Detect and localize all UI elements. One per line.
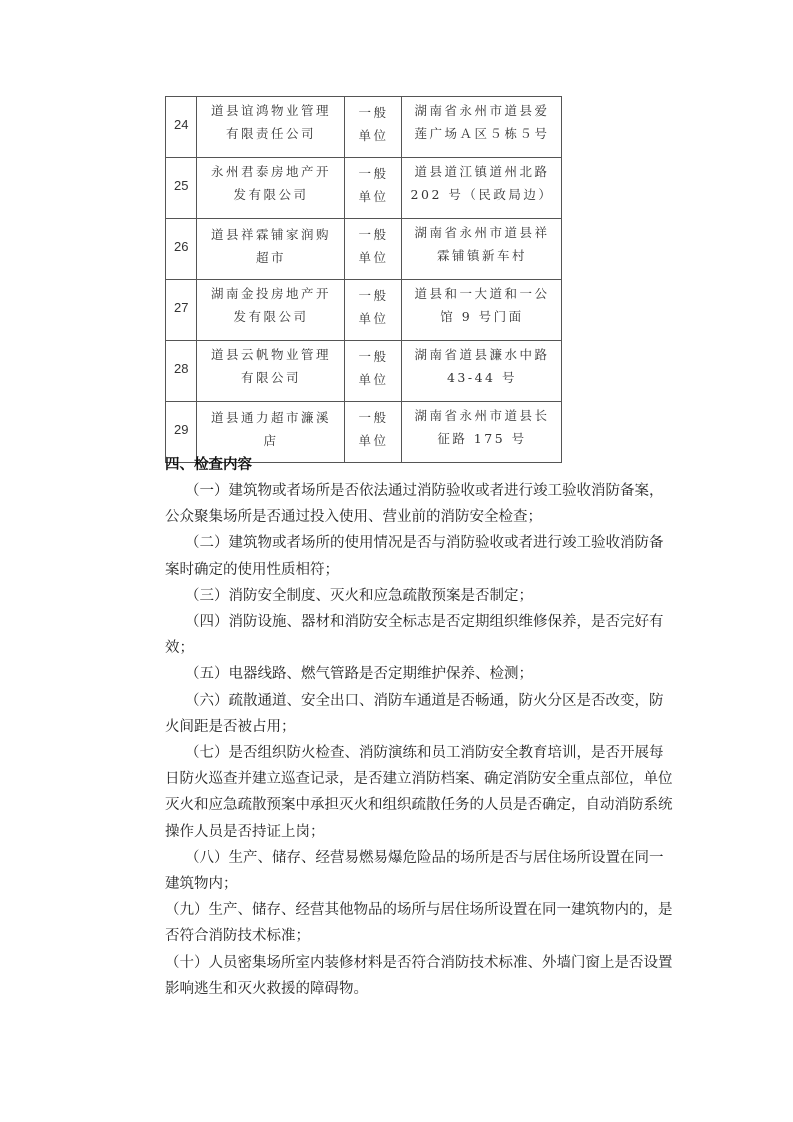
row-number: 24 <box>166 97 197 158</box>
inspection-item: （二）建筑物或者场所的使用情况是否与消防验收或者进行竣工验收消防备案时确定的使用性质相符； <box>165 535 664 578</box>
unit-address: 湖南省永州市道县长征路 175 号 <box>402 402 562 463</box>
unit-address: 湖南省道县濂水中路 43-44 号 <box>402 341 562 402</box>
row-number: 25 <box>166 158 197 219</box>
unit-name: 道县祥霖铺家润购超市 <box>197 219 345 280</box>
inspection-item: （六）疏散通道、安全出口、消防车通道是否畅通，防火分区是否改变，防火间距是否被占用； <box>165 692 664 735</box>
unit-address: 道县道江镇道州北路 202 号（民政局边） <box>402 158 562 219</box>
inspection-item: （八）生产、储存、经营易燃易爆危险品的场所是否与居住场所设置在同一建筑物内； <box>165 849 664 893</box>
table-row <box>166 158 562 219</box>
unit-type: 一般单位 <box>345 280 402 341</box>
unit-name: 道县云帆物业管理有限公司 <box>197 341 345 402</box>
inspection-item: （三）消防安全制度、灭火和应急疏散预案是否制定； <box>185 587 533 604</box>
inspection-item: （四）消防设施、器材和消防安全标志是否定期组织维修保养，是否完好有效； <box>165 614 664 657</box>
unit-type: 一般单位 <box>345 341 402 402</box>
units-table <box>165 96 562 463</box>
table-row <box>166 280 562 341</box>
section-heading: 四、检查内容 <box>165 457 252 473</box>
inspection-content-section <box>165 452 675 1002</box>
unit-name: 永州君泰房地产开发有限公司 <box>197 158 345 219</box>
inspection-item: （五）电器线路、燃气管路是否定期维护保养、检测； <box>185 666 533 683</box>
row-number: 27 <box>166 280 197 341</box>
inspection-item: （一）建筑物或者场所是否依法通过消防验收或者进行竣工验收消防备案，公众聚集场所是否通过投入使用、营业前的消防安全检查； <box>165 483 664 526</box>
unit-address: 湖南省永州市道县祥霖铺镇新车村 <box>402 219 562 280</box>
unit-address: 道县和一大道和一公馆 9 号门面 <box>402 280 562 341</box>
unit-type: 一般单位 <box>345 97 402 158</box>
unit-type: 一般单位 <box>345 219 402 280</box>
inspection-item: （十）人员密集场所室内装修材料是否符合消防技术标准、外墙门窗上是否设置影响逃生和灭火救援的障碍物。 <box>165 954 673 997</box>
unit-type: 一般单位 <box>345 158 402 219</box>
row-number: 28 <box>166 341 197 402</box>
table-row <box>166 219 562 280</box>
table-row <box>166 341 562 402</box>
row-number: 29 <box>166 402 197 463</box>
unit-name: 湖南金投房地产开发有限公司 <box>197 280 345 341</box>
inspection-item: （九）生产、储存、经营其他物品的场所与居住场所设置在同一建筑物内的，是否符合消防技术标准； <box>165 902 673 945</box>
unit-name: 道县通力超市濂溪店 <box>197 402 345 463</box>
table-row <box>166 97 562 158</box>
unit-name: 道县谊鸿物业管理有限责任公司 <box>197 97 345 158</box>
inspection-item: （七）是否组织防火检查、消防演练和员工消防安全教育培训，是否开展每日防火巡查并建立巡查记录，是否建立消防档案、确定消防安全重点部位，单位灭火和应急疏散预案中承担灭火和组织疏散任务的人员是否确定，自动消防系统操作人员是否持证上岗； <box>165 745 673 840</box>
unit-type: 一般单位 <box>345 402 402 463</box>
unit-address: 湖南省永州市道县爱莲广场Ａ区５栋５号 <box>402 97 562 158</box>
row-number: 26 <box>166 219 197 280</box>
